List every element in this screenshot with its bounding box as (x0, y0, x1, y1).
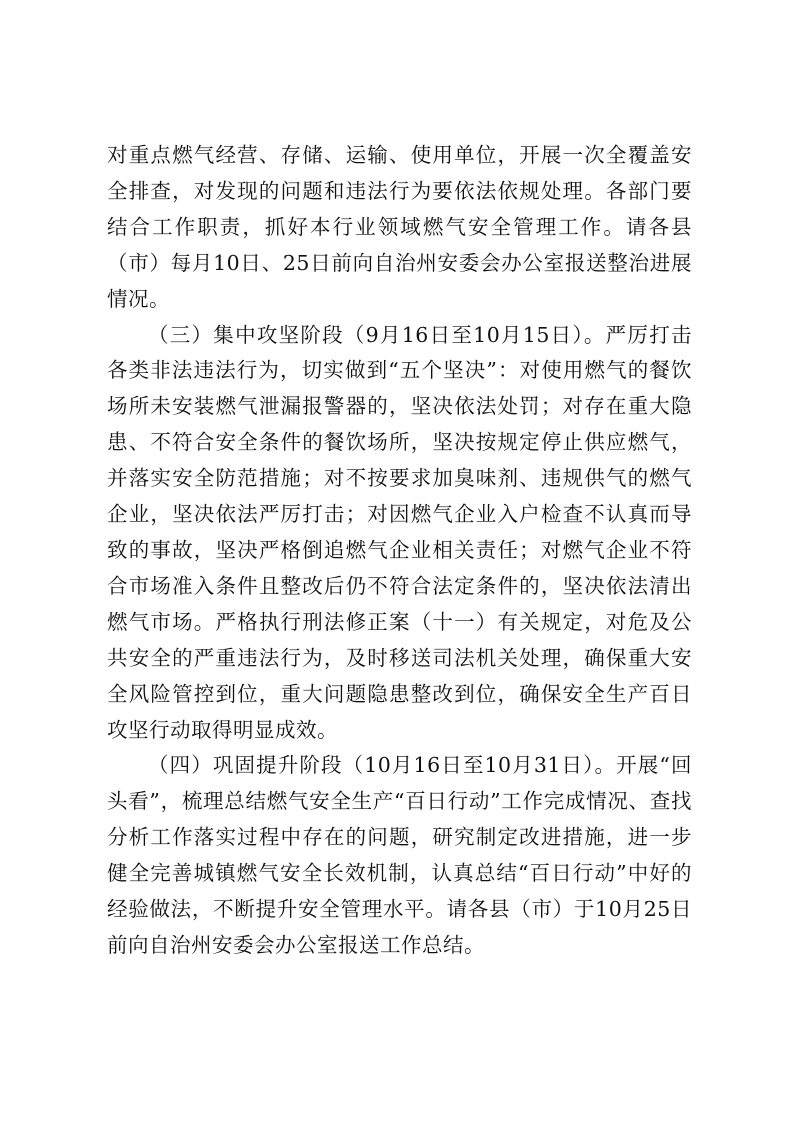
paragraph-stage-four: （四）巩固提升阶段（10月16日至10月31日）。开展“回头看”，梳理总结燃气安全生产“百日行动”工作完成情况、查找分析工作落实过程中存在的问题，研究制定改进措施，进一步健全完善城镇燃气安全长效机制，认真总结“百日行动”中好的经验做法，不断提升安全管理水平。请各县（市）于10月25日前向自治州安委会办公室报送工作总结。 (107, 753, 692, 957)
document-body (107, 138, 692, 964)
paragraph-stage-three: （三）集中攻坚阶段（9月16日至10月15日）。严厉打击各类非法违法行为，切实做到“五个坚决”：对使用燃气的餐饮场所未安装燃气泄漏报警器的，坚决依法处罚；对存在重大隐患、不符合安全条件的餐饮场所，坚决按规定停止供应燃气，并落实安全防范措施；对不按要求加臭味剂、违规供气的燃气企业，坚决依法严厉打击；对因燃气企业入户检查不认真而导致的事故，坚决严格倒追燃气企业相关责任；对燃气企业不符合市场准入条件且整改后仍不符合法定条件的，坚决依法清出燃气市场。严格执行刑法修正案（十一）有关规定，对危及公共安全的严重违法行为，及时移送司法机关处理，确保重大安全风险管控到位，重大问题隐患整改到位，确保安全生产百日攻坚行动取得明显成效。 (107, 322, 692, 742)
paragraph-continuation: 对重点燃气经营、存储、运输、使用单位，开展一次全覆盖安全排查，对发现的问题和违法行为要依法依规处理。各部门要结合工作职责，抓好本行业领域燃气安全管理工作。请各县（市）每月10日、25日前向自治州安委会办公室报送整治进展情况。 (107, 143, 692, 311)
